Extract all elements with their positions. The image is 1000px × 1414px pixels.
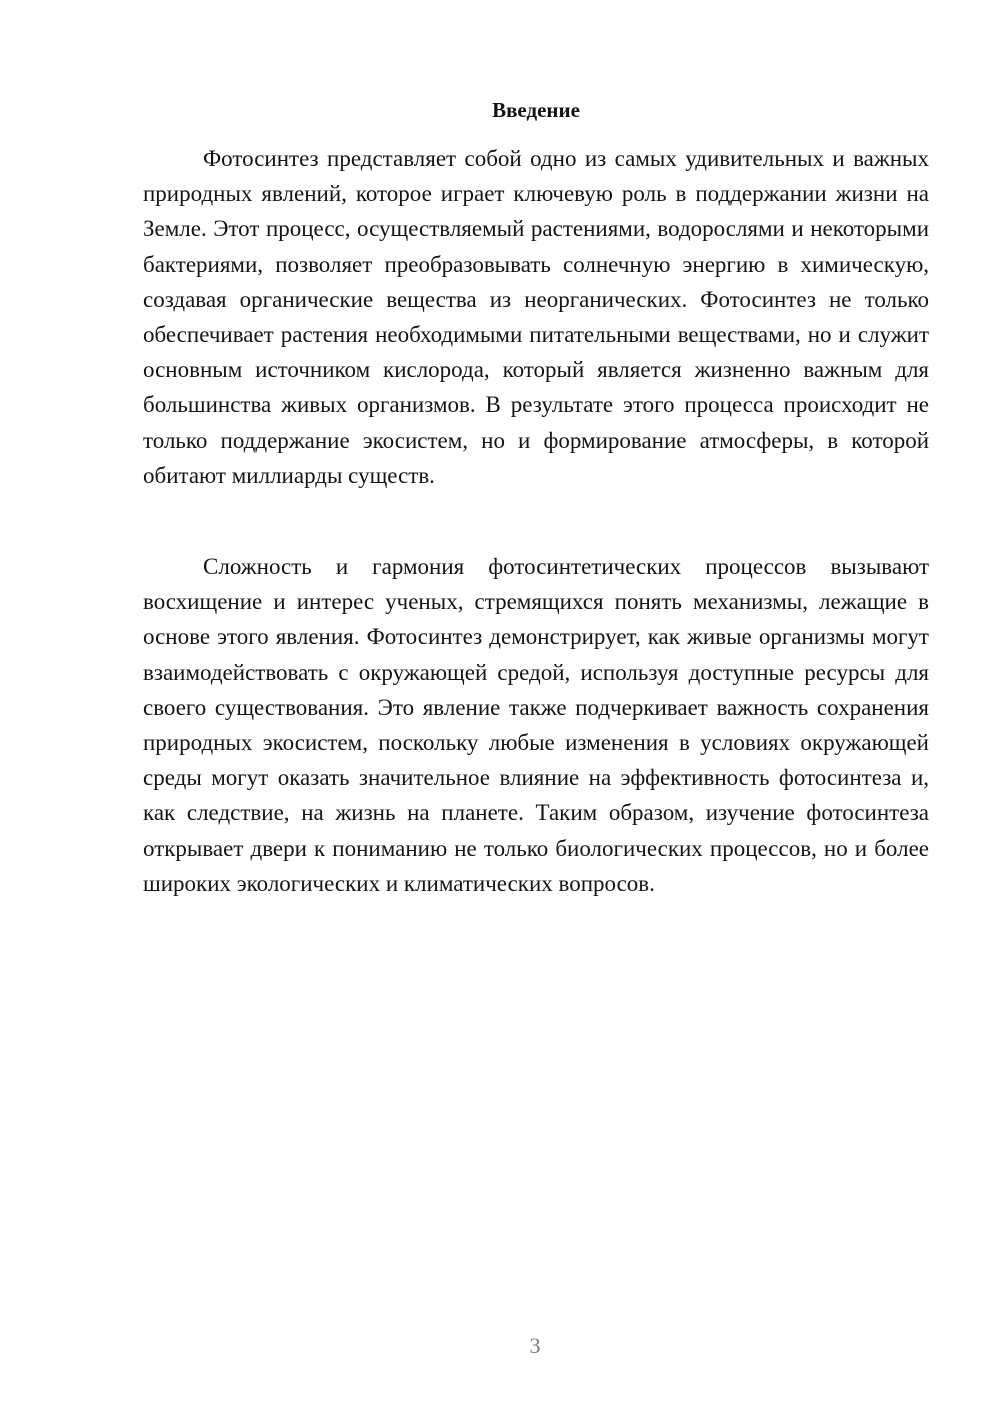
paragraph-second: Сложность и гармония фотосинтетических процессов вызывают восхищение и интерес ученых, стремящихся понять механизмы, лежащие в основе этого явления. Фотосинтез демонстрирует, как живые организмы могут взаимодействовать с окружающей средой, используя доступные ресурсы для своего существования. Это явление также подчеркивает важность сохранения природных экосистем, поскольку любые изменения в условиях окружающей среды могут оказать значительное влияние на эффективность фотосинтеза и, как следствие, на жизнь на планете. Таким образом, изучение фотосинтеза открывает двери к пониманию не только биологических процессов, но и более широких экологических и климатических вопросов. xyxy=(143,554,929,896)
paragraph-intro: Фотосинтез представляет собой одно из самых удивительных и важных природных явлений, которое играет ключевую роль в поддержании жизни на Земле. Этот процесс, осуществляемый растениями, водорослями и некоторыми бактериями, позволяет преобразовывать солнечную энергию в химическую, создавая органические вещества из неорганических. Фотосинтез не только обеспечивает растения необходимыми питательными веществами, но и служит основным источником кислорода, который является жизненно важным для большинства живых организмов. В результате этого процесса происходит не только поддержание экосистем, но и формирование атмосферы, в которой обитают миллиарды существ. xyxy=(143,146,929,488)
page-title: Введение xyxy=(492,98,580,122)
page-number: 3 xyxy=(529,1333,541,1358)
